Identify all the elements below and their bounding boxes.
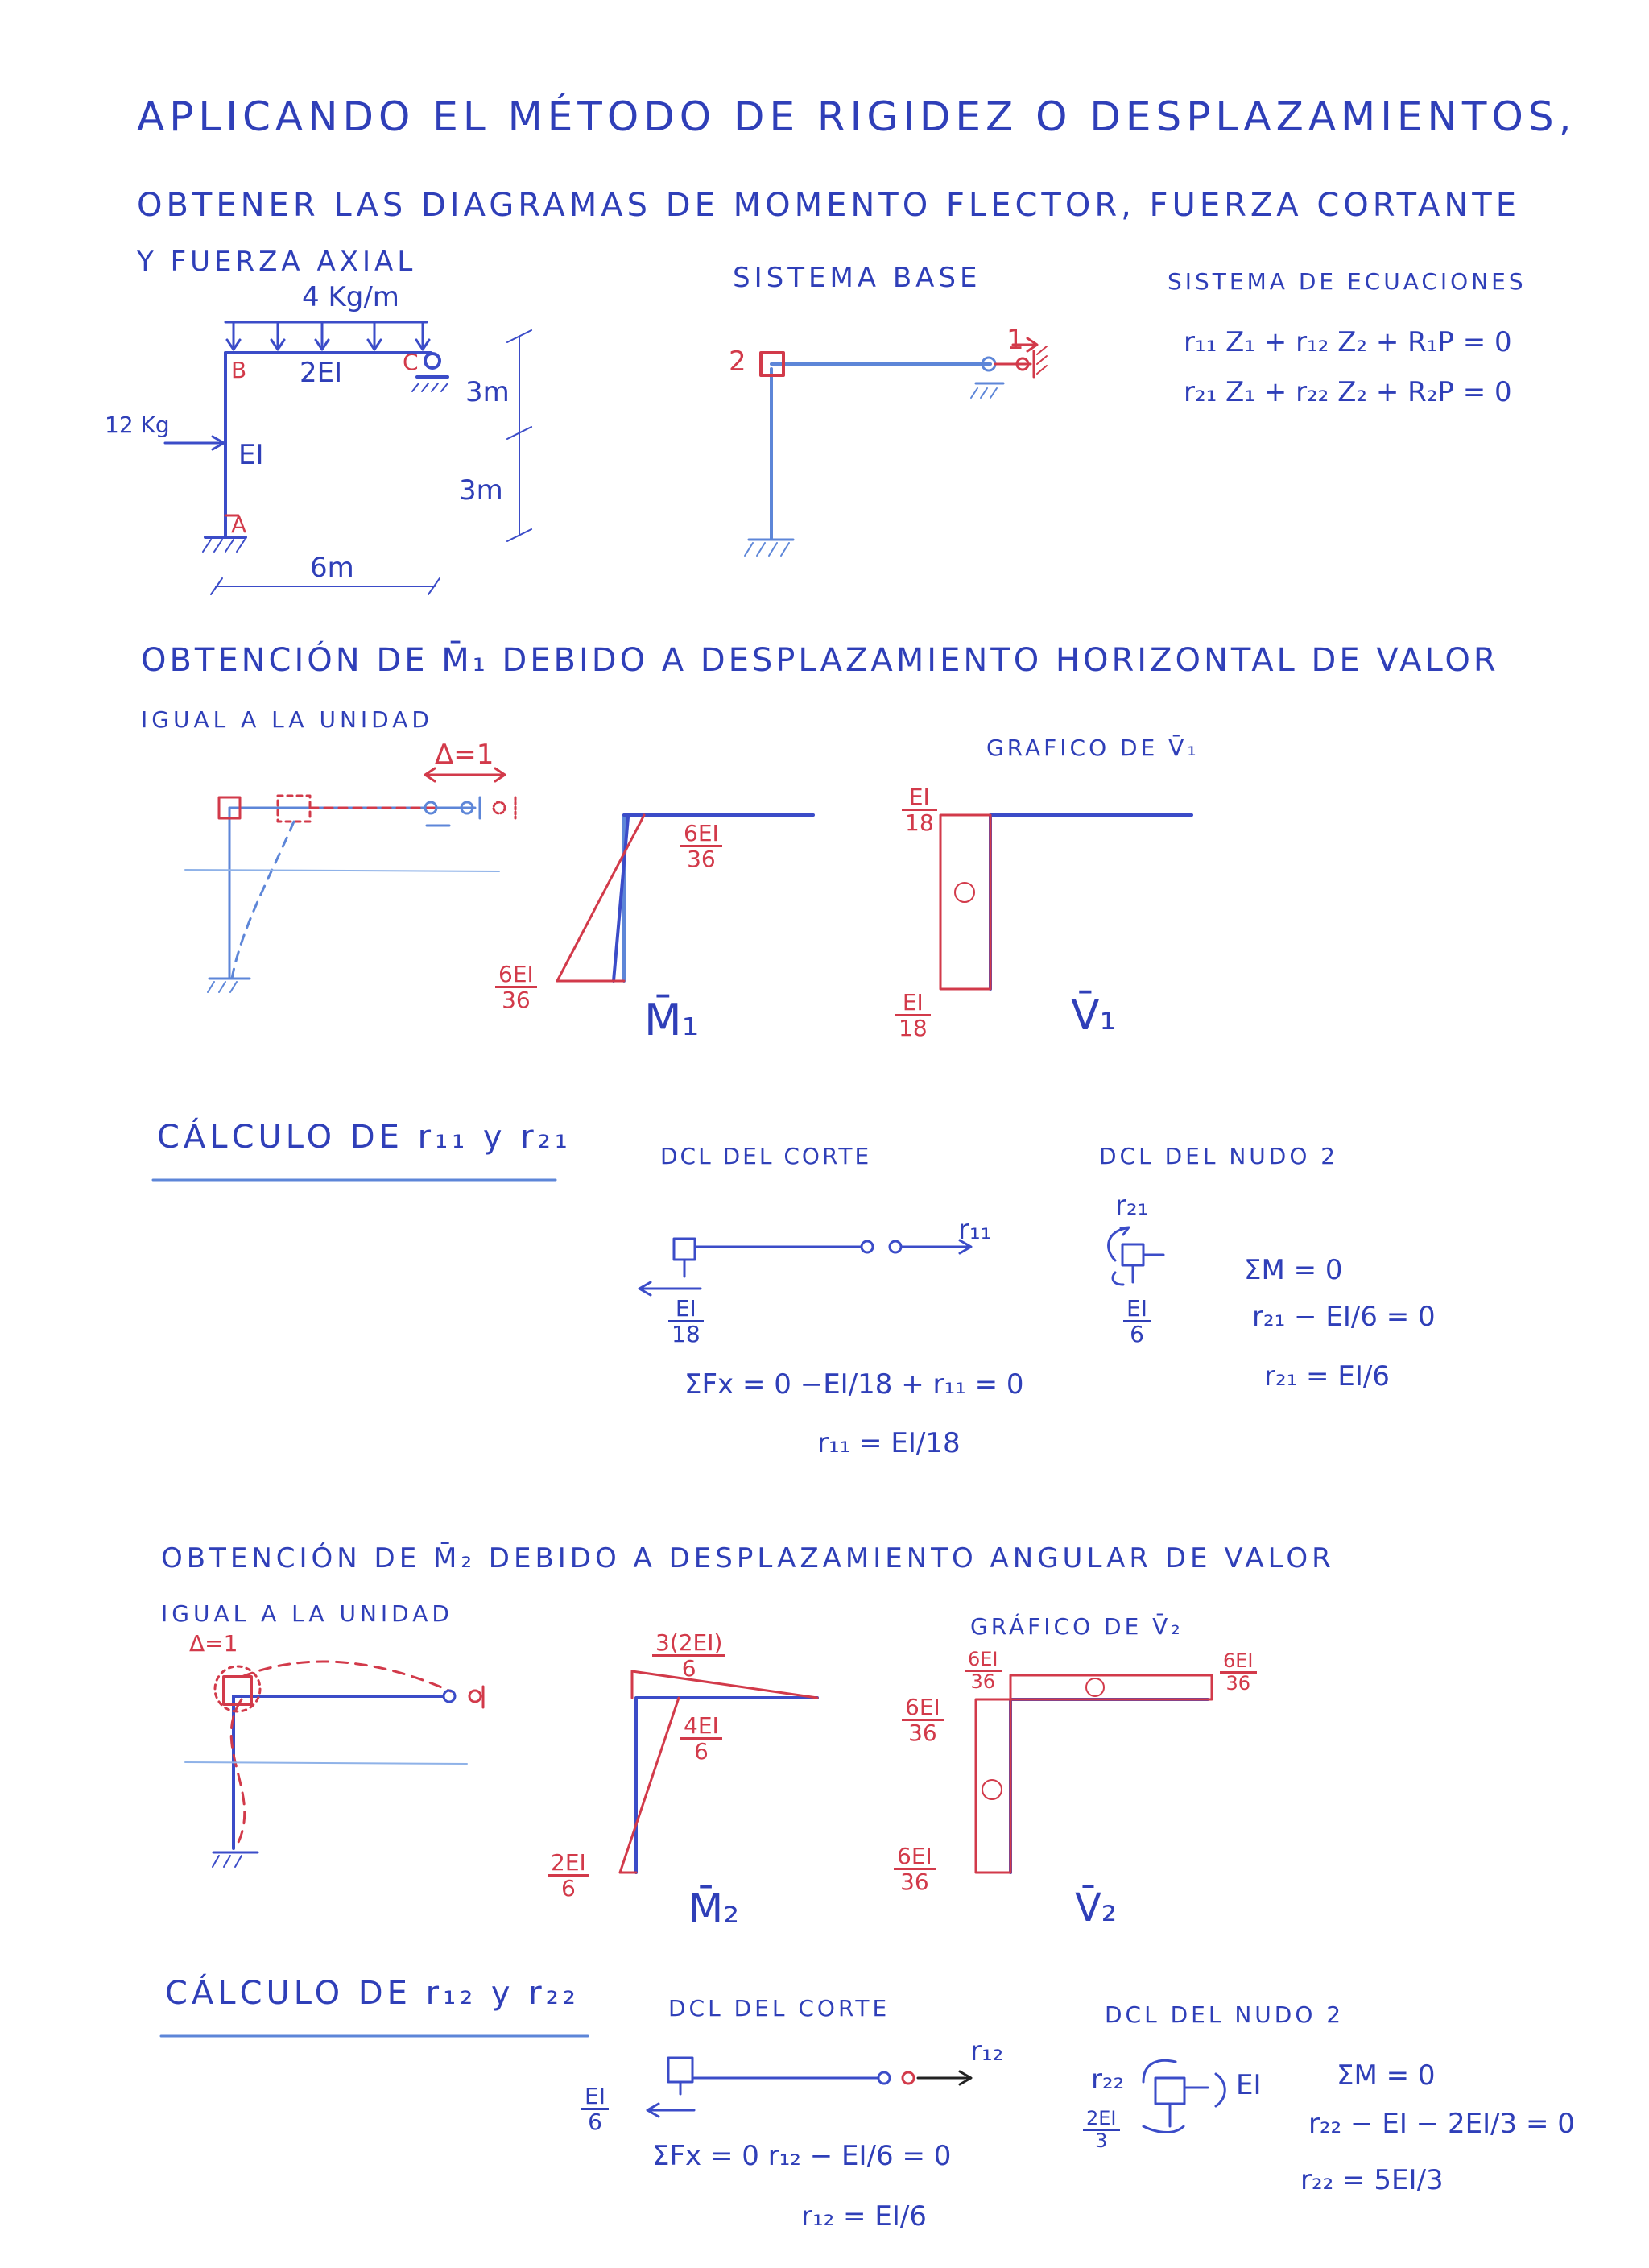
dcl-node-r21 — [1109, 1227, 1163, 1285]
v2-beam-left-shear-den: 36 — [970, 1670, 996, 1694]
v2-column-bottom-shear — [894, 1844, 936, 1894]
m2-heading-line-2: IGUAL A LA UNIDAD — [161, 1600, 453, 1627]
v1-heading: GRAFICO DE V̄₁ — [986, 735, 1200, 761]
node-a-label: A — [231, 511, 247, 538]
v1-bottom-shear-num: EI — [895, 991, 931, 1016]
m2-column-top-moment — [680, 1714, 722, 1764]
v2-column-top-shear-den: 36 — [908, 1720, 937, 1747]
r21-sum-m: ΣM = 0 — [1244, 1254, 1343, 1286]
r11-cut-force — [668, 1297, 704, 1347]
v2-beam-right-shear-num: 6EI — [1220, 1651, 1257, 1674]
height-top-label: 3m — [465, 376, 510, 408]
v2-column-bottom-shear-den: 36 — [900, 1869, 929, 1896]
dcl-cut-r11 — [639, 1239, 971, 1295]
equations-heading: SISTEMA DE ECUACIONES — [1168, 268, 1527, 295]
v2-heading: GRÁFICO DE V̄₂ — [970, 1613, 1184, 1640]
v2-diagram-label: V̄₂ — [1075, 1885, 1118, 1931]
m2-diagram-label: M̄₂ — [688, 1885, 740, 1932]
v2-column-top-shear — [902, 1695, 944, 1745]
calc-r12-dcl-node-heading: DCL DEL NUDO 2 — [1105, 2001, 1345, 2028]
m1-diagram-label: M̄₁ — [644, 995, 700, 1045]
node-c-label: C — [403, 349, 419, 375]
r21-moment-label: r₂₁ — [1115, 1190, 1149, 1222]
span-label: 6m — [310, 552, 354, 584]
m2-heading-line-1: OBTENCIÓN DE M̄₂ DEBIDO A DESPLAZAMIENTO ANGULAR DE VALOR — [161, 1542, 1335, 1575]
m2-column-bottom-moment-num: 2EI — [548, 1851, 589, 1877]
r22-result: r₂₂ = 5EI/3 — [1300, 2164, 1444, 2196]
m2-column-bottom-moment — [548, 1851, 589, 1901]
v2-column-bottom-shear-num: 6EI — [894, 1844, 936, 1870]
m1-top-moment — [680, 822, 722, 871]
m1-top-moment-num: 6EI — [680, 822, 722, 847]
v2-beam-left-shear — [965, 1649, 1002, 1692]
calc-r12-dcl-cut-heading: DCL DEL CORTE — [668, 1995, 891, 2022]
r21-node-moment-num: EI — [1123, 1297, 1151, 1322]
r11-cut-force-num: EI — [668, 1297, 704, 1322]
r22-moment-label: r₂₂ — [1091, 2063, 1125, 2096]
r12-cut-force — [581, 2084, 609, 2134]
r22-ei-moment-label: EI — [1236, 2069, 1262, 2101]
r12-cut-force-den: 6 — [588, 2109, 602, 2136]
r11-sum-fx-equation: ΣFx = 0 −EI/18 + r₁₁ = 0 — [684, 1368, 1024, 1401]
base-system-diagram — [745, 338, 1047, 556]
m2-beam-moment-num: 3(2EI) — [652, 1631, 725, 1657]
distributed-load-label: 4 Kg/m — [302, 281, 399, 313]
r11-result: r₁₁ = EI/18 — [817, 1427, 961, 1459]
calc-r12-heading: CÁLCULO DE r₁₂ y r₂₂ — [165, 1975, 580, 2012]
r21-equation: r₂₁ − EI/6 = 0 — [1252, 1301, 1436, 1333]
m2-delta-label: Δ=1 — [189, 1630, 238, 1657]
m1-top-moment-den: 36 — [687, 846, 716, 873]
dcl-node-r22 — [1143, 2060, 1225, 2132]
beam-stiffness-label: 2EI — [300, 357, 343, 389]
m2-column-bottom-moment-den: 6 — [560, 1875, 576, 1902]
r22-node-moment-den: 3 — [1095, 2129, 1108, 2153]
m2-moment-diagram — [620, 1671, 817, 1873]
base-system-heading: SISTEMA BASE — [733, 262, 982, 294]
m2-deflected-shape — [185, 1662, 483, 1867]
r12-sum-fx-equation: ΣFx = 0 r₁₂ − EI/6 = 0 — [652, 2140, 952, 2172]
node-b-label: B — [231, 357, 247, 383]
calc-r11-dcl-cut-heading: DCL DEL CORTE — [660, 1143, 872, 1169]
v1-top-shear-num: EI — [902, 785, 937, 811]
column-stiffness-label: EI — [238, 439, 264, 471]
dof-2-label: 2 — [729, 346, 746, 378]
dof-1-label: 1 — [1006, 324, 1024, 356]
r21-node-moment-den: 6 — [1130, 1321, 1144, 1348]
v1-bottom-shear — [895, 991, 931, 1041]
m2-beam-moment-den: 6 — [681, 1655, 696, 1682]
title-line-1: APLICANDO EL MÉTODO DE RIGIDEZ O DESPLAZAMIENTOS, — [137, 93, 1577, 140]
dcl-cut-r12 — [647, 2058, 971, 2117]
v1-shear-diagram — [940, 815, 1192, 989]
m1-bottom-moment — [495, 962, 537, 1012]
r12-cut-force-num: EI — [581, 2084, 609, 2110]
equation-1: r₁₁ Z₁ + r₁₂ Z₂ + R₁P = 0 — [1184, 326, 1512, 358]
v2-beam-right-shear-den: 36 — [1225, 1672, 1251, 1695]
v1-diagram-label: V̄₁ — [1071, 991, 1117, 1040]
v2-shear-diagram — [976, 1675, 1212, 1873]
calc-r11-dcl-node-heading: DCL DEL NUDO 2 — [1099, 1143, 1339, 1169]
r21-node-moment — [1123, 1297, 1151, 1347]
m2-beam-moment — [652, 1631, 725, 1681]
r22-node-moment — [1083, 2109, 1120, 2151]
v1-bottom-shear-den: 18 — [899, 1015, 928, 1042]
r22-node-moment-num: 2EI — [1083, 2109, 1120, 2131]
r12-force-label: r₁₂ — [970, 2035, 1004, 2067]
horizontal-load-label: 12 Kg — [105, 412, 170, 438]
r11-cut-force-den: 18 — [672, 1321, 701, 1348]
v1-top-shear-den: 18 — [905, 809, 934, 837]
m1-bottom-moment-num: 6EI — [495, 962, 537, 988]
title-line-2: OBTENER LAS DIAGRAMAS DE MOMENTO FLECTOR, FUERZA CORTANTE — [137, 187, 1520, 224]
m1-delta-label: Δ=1 — [435, 739, 494, 771]
r22-equation: r₂₂ − EI − 2EI/3 = 0 — [1308, 2108, 1575, 2140]
height-bottom-label: 3m — [459, 474, 503, 507]
r12-result: r₁₂ = EI/6 — [801, 2200, 927, 2233]
title-line-3: Y FUERZA AXIAL — [137, 246, 417, 278]
r11-force-label: r₁₁ — [958, 1214, 992, 1246]
r22-sum-m: ΣM = 0 — [1337, 2059, 1436, 2092]
m1-heading-line-1: OBTENCIÓN DE M̄₁ DEBIDO A DESPLAZAMIENTO HORIZONTAL DE VALOR — [141, 642, 1499, 679]
m2-column-top-moment-den: 6 — [693, 1738, 709, 1765]
v1-top-shear — [902, 785, 937, 835]
m1-deflected-shape — [185, 768, 515, 992]
m2-column-top-moment-num: 4EI — [680, 1714, 722, 1740]
v2-beam-left-shear-num: 6EI — [965, 1649, 1002, 1672]
v2-column-top-shear-num: 6EI — [902, 1695, 944, 1721]
v2-beam-right-shear — [1220, 1651, 1257, 1694]
calc-r11-heading: CÁLCULO DE r₁₁ y r₂₁ — [157, 1119, 572, 1156]
m1-heading-line-2: IGUAL A LA UNIDAD — [141, 706, 433, 733]
m1-bottom-moment-den: 36 — [502, 987, 531, 1014]
equation-2: r₂₁ Z₁ + r₂₂ Z₂ + R₂P = 0 — [1184, 376, 1512, 408]
r21-result: r₂₁ = EI/6 — [1264, 1360, 1390, 1393]
